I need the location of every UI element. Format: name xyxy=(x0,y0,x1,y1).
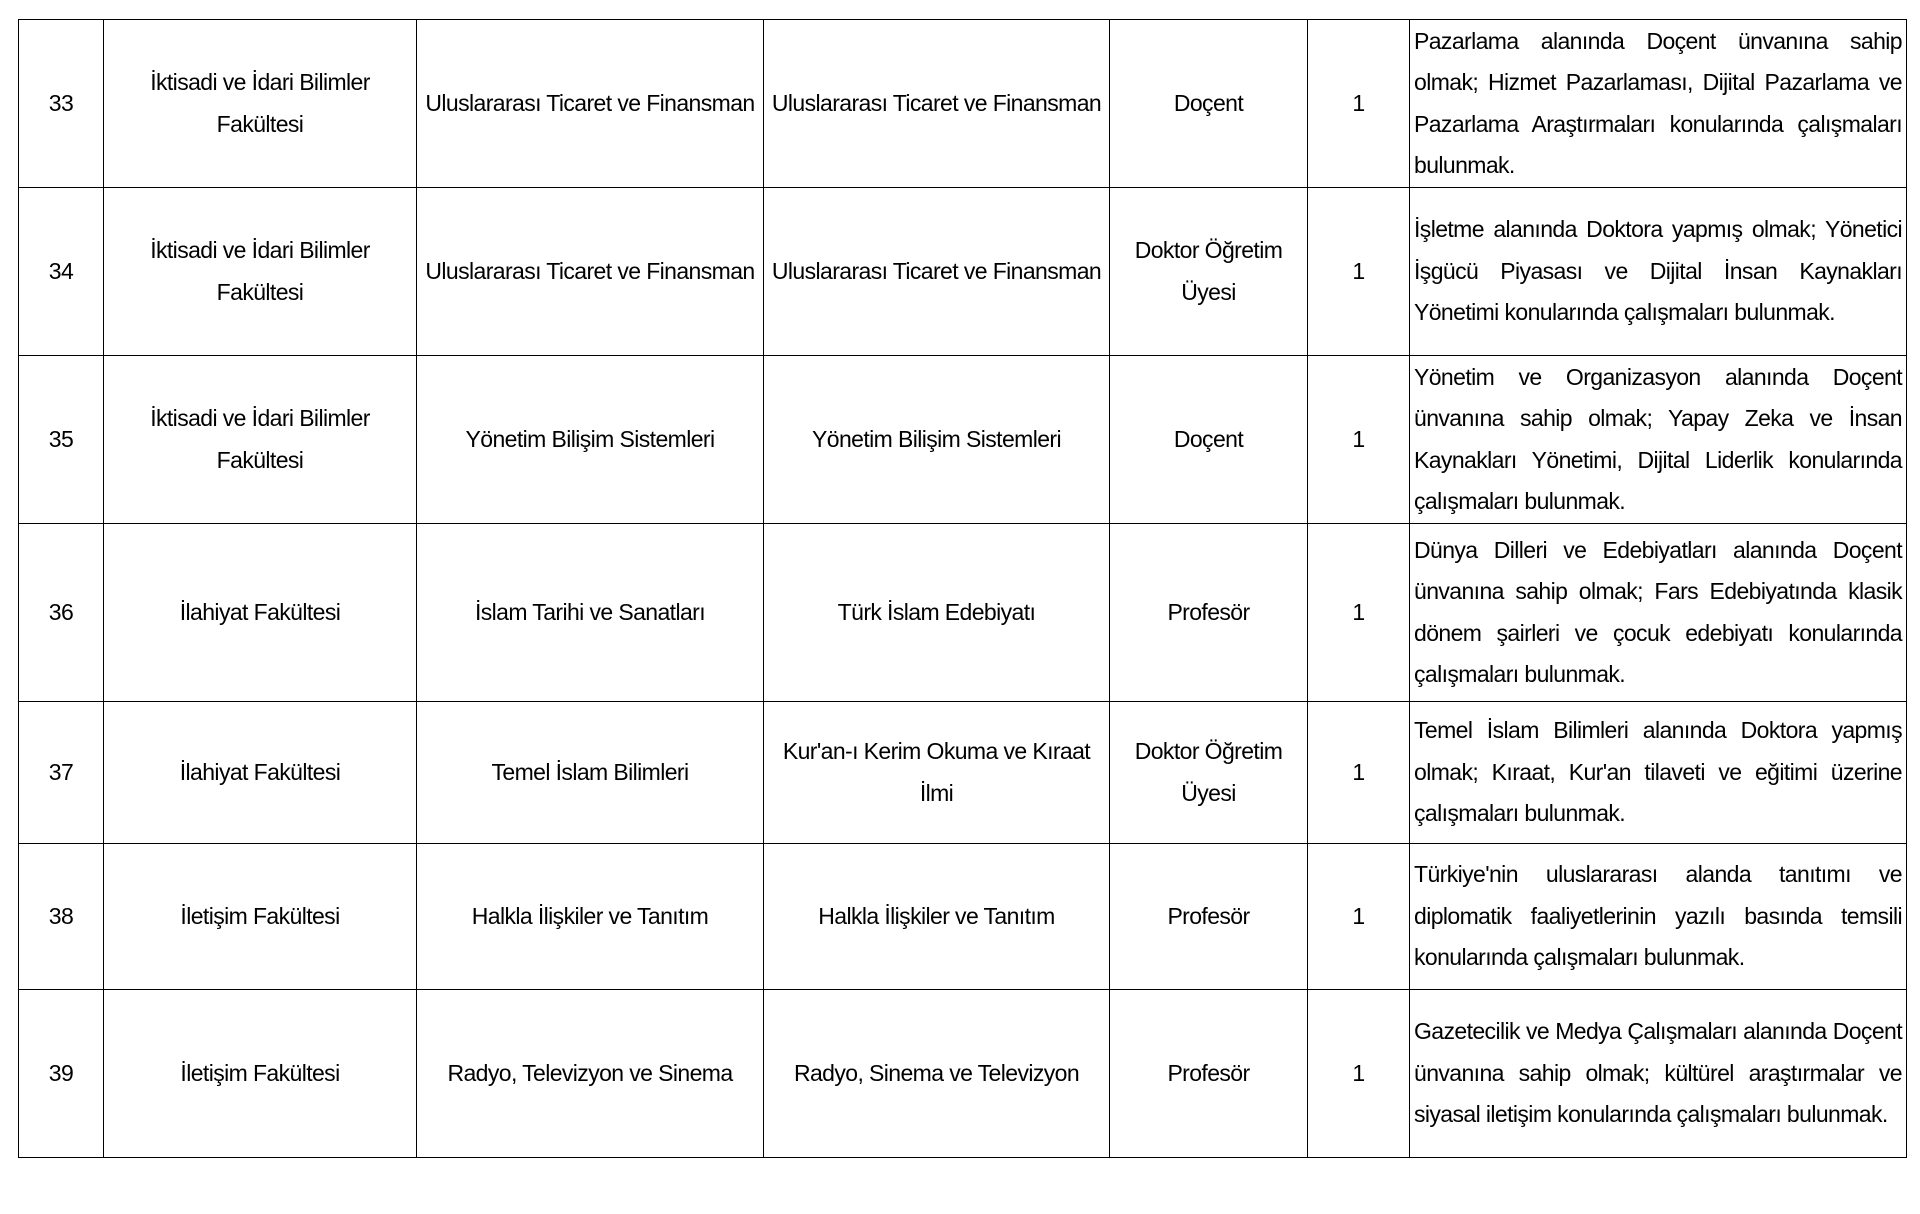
table-row xyxy=(19,524,1907,702)
row-number: 35 xyxy=(19,356,104,524)
requirements-cell: İşletme alanında Doktora yapmış olmak; Yönetici İşgücü Piyasası ve Dijital İnsan Kaynakları Yönetimi konularında çalışmaları bulunmak. xyxy=(1410,188,1907,356)
title-cell: Doktor Öğretim Üyesi xyxy=(1110,188,1308,356)
count-cell: 1 xyxy=(1308,702,1410,844)
title-cell: Profesör xyxy=(1110,524,1308,702)
row-number: 36 xyxy=(19,524,104,702)
title-cell: Profesör xyxy=(1110,844,1308,990)
requirements-cell: Gazetecilik ve Medya Çalışmaları alanında Doçent ünvanına sahip olmak; kültürel araştırmalar ve siyasal iletişim konularında çalışmaları bulunmak. xyxy=(1410,990,1907,1158)
requirements-cell: Türkiye'nin uluslararası alanda tanıtımı ve diplomatik faaliyetlerinin yazılı basında temsili konularında çalışmaları bulunmak. xyxy=(1410,844,1907,990)
faculty-cell: İktisadi ve İdari Bilimler Fakültesi xyxy=(104,20,417,188)
division-cell: Yönetim Bilişim Sistemleri xyxy=(764,356,1110,524)
faculty-cell: İletişim Fakültesi xyxy=(104,990,417,1158)
department-cell: Yönetim Bilişim Sistemleri xyxy=(417,356,764,524)
division-cell: Radyo, Sinema ve Televizyon xyxy=(764,990,1110,1158)
department-cell: İslam Tarihi ve Sanatları xyxy=(417,524,764,702)
department-cell: Temel İslam Bilimleri xyxy=(417,702,764,844)
count-cell: 1 xyxy=(1308,20,1410,188)
count-cell: 1 xyxy=(1308,524,1410,702)
division-cell: Kur'an-ı Kerim Okuma ve Kıraat İlmi xyxy=(764,702,1110,844)
table-row xyxy=(19,356,1907,524)
faculty-cell: İktisadi ve İdari Bilimler Fakültesi xyxy=(104,356,417,524)
count-cell: 1 xyxy=(1308,356,1410,524)
faculty-cell: İlahiyat Fakültesi xyxy=(104,524,417,702)
row-number: 34 xyxy=(19,188,104,356)
table-row xyxy=(19,990,1907,1158)
row-number: 33 xyxy=(19,20,104,188)
department-cell: Uluslararası Ticaret ve Finansman xyxy=(417,188,764,356)
division-cell: Türk İslam Edebiyatı xyxy=(764,524,1110,702)
count-cell: 1 xyxy=(1308,844,1410,990)
table-row xyxy=(19,702,1907,844)
table-row xyxy=(19,844,1907,990)
count-cell: 1 xyxy=(1308,188,1410,356)
faculty-cell: İktisadi ve İdari Bilimler Fakültesi xyxy=(104,188,417,356)
division-cell: Uluslararası Ticaret ve Finansman xyxy=(764,20,1110,188)
faculty-cell: İletişim Fakültesi xyxy=(104,844,417,990)
title-cell: Doçent xyxy=(1110,20,1308,188)
faculty-cell: İlahiyat Fakültesi xyxy=(104,702,417,844)
department-cell: Radyo, Televizyon ve Sinema xyxy=(417,990,764,1158)
requirements-cell: Dünya Dilleri ve Edebiyatları alanında Doçent ünvanına sahip olmak; Fars Edebiyatında klasik dönem şairleri ve çocuk edebiyatı konularında çalışmaları bulunmak. xyxy=(1410,524,1907,702)
row-number: 39 xyxy=(19,990,104,1158)
row-number: 38 xyxy=(19,844,104,990)
department-cell: Uluslararası Ticaret ve Finansman xyxy=(417,20,764,188)
positions-table xyxy=(18,19,1907,1158)
positions-table-body xyxy=(19,20,1907,1158)
title-cell: Doktor Öğretim Üyesi xyxy=(1110,702,1308,844)
count-cell: 1 xyxy=(1308,990,1410,1158)
department-cell: Halkla İlişkiler ve Tanıtım xyxy=(417,844,764,990)
row-number: 37 xyxy=(19,702,104,844)
table-row xyxy=(19,188,1907,356)
requirements-cell: Temel İslam Bilimleri alanında Doktora yapmış olmak; Kıraat, Kur'an tilaveti ve eğitimi üzerine çalışmaları bulunmak. xyxy=(1410,702,1907,844)
title-cell: Profesör xyxy=(1110,990,1308,1158)
division-cell: Halkla İlişkiler ve Tanıtım xyxy=(764,844,1110,990)
table-row xyxy=(19,20,1907,188)
requirements-cell: Pazarlama alanında Doçent ünvanına sahip olmak; Hizmet Pazarlaması, Dijital Pazarlama ve Pazarlama Araştırmaları konularında çalışmaları bulunmak. xyxy=(1410,20,1907,188)
requirements-cell: Yönetim ve Organizasyon alanında Doçent ünvanına sahip olmak; Yapay Zeka ve İnsan Kaynakları Yönetimi, Dijital Liderlik konularında çalışmaları bulunmak. xyxy=(1410,356,1907,524)
title-cell: Doçent xyxy=(1110,356,1308,524)
division-cell: Uluslararası Ticaret ve Finansman xyxy=(764,188,1110,356)
